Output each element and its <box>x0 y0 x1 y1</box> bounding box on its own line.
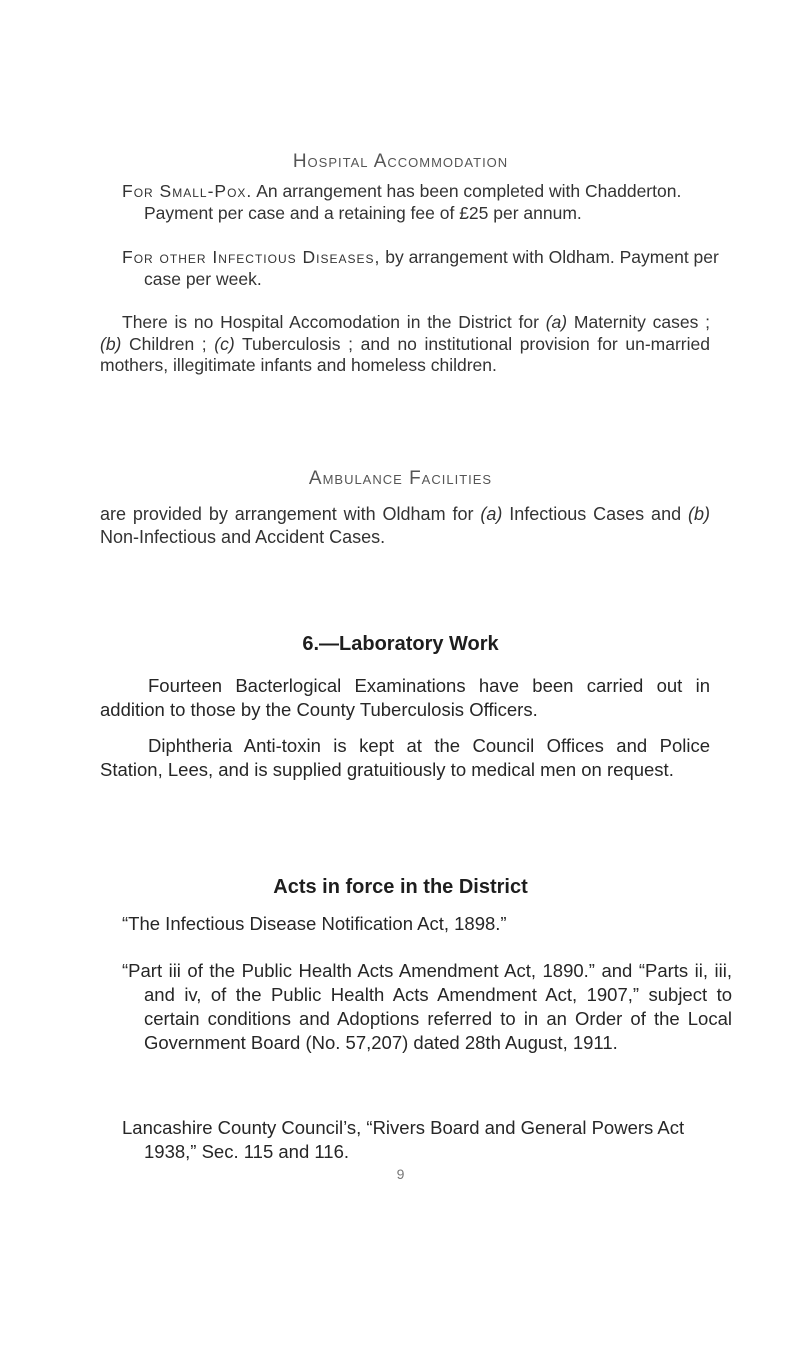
tuberculosis-text: Tuberculosis ; and no institutional provision for un-married mothers, illegitimate infants and homeless children. <box>100 333 710 375</box>
ambulance-label-b: (b) <box>687 504 710 524</box>
label-b: (b) <box>100 333 122 354</box>
label-a: (a) <box>545 312 568 332</box>
laboratory-heading: 6.—Laboratory Work <box>302 633 499 655</box>
other-diseases-lead: For other Infectious Diseases, <box>122 247 381 267</box>
ambulance-paragraph <box>100 503 710 549</box>
hospital-accommodation-heading: Hospital Accommodation <box>292 151 509 172</box>
children-text: Children ; <box>129 333 207 354</box>
smallpox-text: An arrangement has been completed with Chadderton. Payment per case and a retaining fee of £25 per annum. <box>144 181 682 223</box>
laboratory-paragraph-1: Fourteen Bacterlogical Examinations have been carried out in addition to those by the County Tuberculosis Officers. <box>100 675 710 720</box>
act-item-3: Lancashire County Council’s, “Rivers Board and General Powers Act 1938,” Sec. 115 and 116. <box>122 1117 685 1162</box>
page-number: 9 <box>396 1166 405 1182</box>
maternity-text: Maternity cases ; <box>573 312 710 332</box>
ambulance-heading: Ambulance Facilities <box>308 468 493 489</box>
ambulance-text-2: Infectious Cases and <box>509 504 682 524</box>
ambulance-label-a: (a) <box>480 504 503 524</box>
acts-heading: Acts in force in the District <box>273 876 528 898</box>
smallpox-paragraph <box>122 181 732 224</box>
label-c: (c) <box>214 333 235 354</box>
no-accommodation-paragraph <box>100 312 710 377</box>
ambulance-text-3: Non-Infectious and Accident Cases. <box>100 527 386 547</box>
other-diseases-paragraph <box>122 247 732 290</box>
laboratory-paragraph-2: Diphtheria Anti-toxin is kept at the Council Offices and Police Station, Lees, and is supplied gratuitiously to medical men on request. <box>100 735 710 780</box>
smallpox-lead: For Small-Pox. <box>122 181 253 201</box>
ambulance-text-1: are provided by arrangement with Oldham for <box>100 504 474 524</box>
no-accom-text: There is no Hospital Accomodation in the District for <box>122 312 539 332</box>
other-diseases-text: by arrangement with Oldham. Payment per case per week. <box>144 247 719 289</box>
act-item-1: “The Infectious Disease Notification Act, 1898.” <box>122 913 507 934</box>
act-item-2: “Part iii of the Public Health Acts Amendment Act, 1890.” and “Parts ii, iii, and iv, of the Public Health Acts Amendment Act, 1907,” subject to certain conditions and Adoptions referred to in an Order of the Local Government Board (No. 57,207) dated 28th August, 1911. <box>122 960 732 1053</box>
